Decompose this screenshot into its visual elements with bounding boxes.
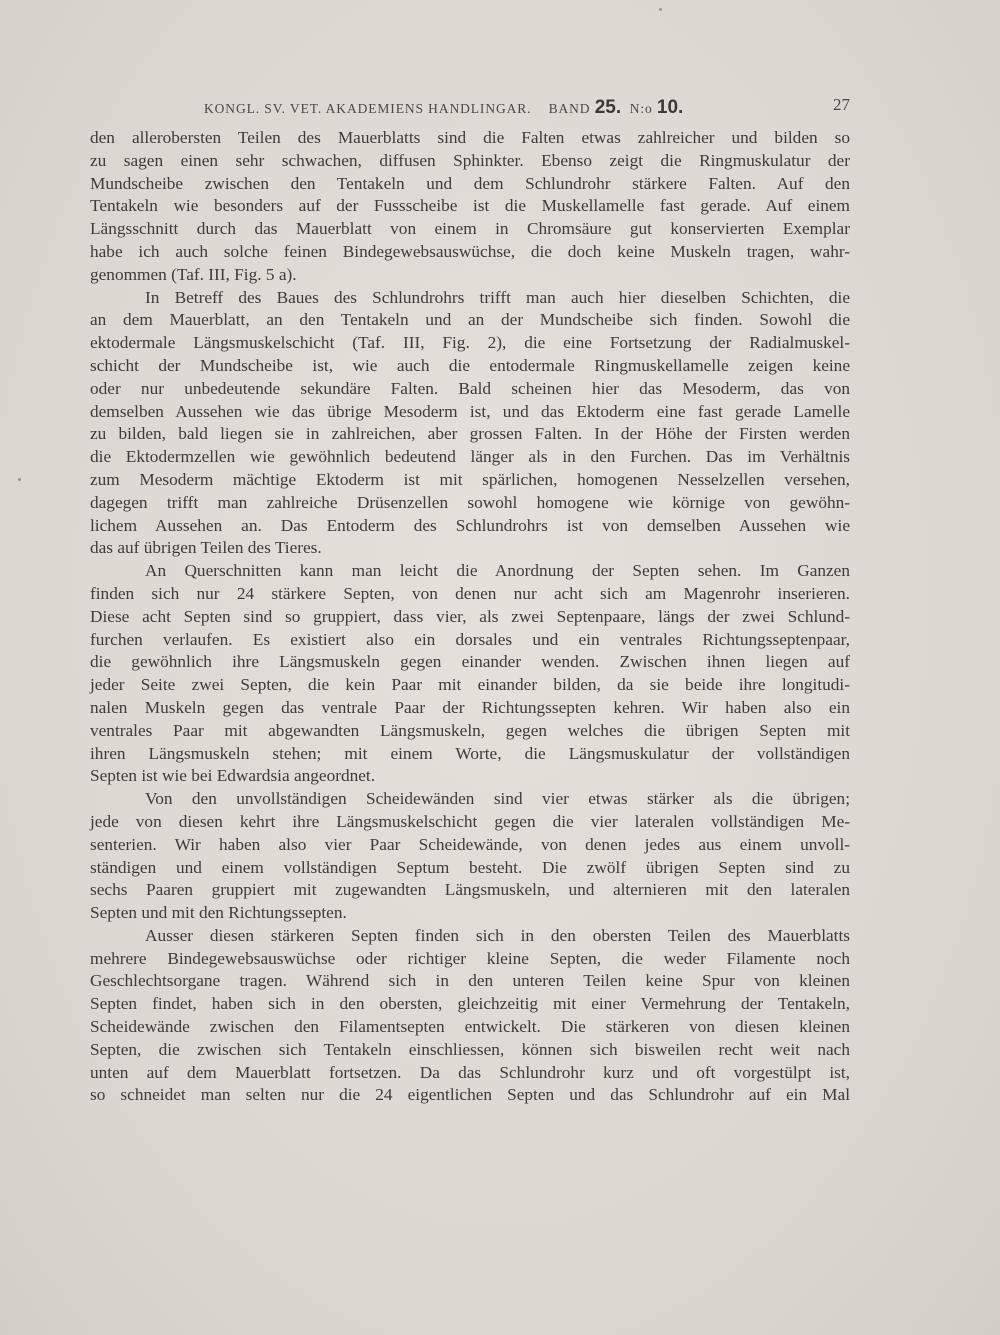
text-line: Tentakeln wie besonders auf der Fussscheibe ist die Muskellamelle fast gerade. Auf einem xyxy=(90,196,850,216)
text-line: ihren Längsmuskeln stehen; mit einem Worte, die Längsmuskulatur der vollständigen xyxy=(90,743,850,763)
text-line: Scheidewände zwischen den Filamentsepten entwickelt. Die stärkeren von diesen kleinen xyxy=(90,1017,850,1037)
text-line: furchen verlaufen. Es existiert also ein dorsales und ein ventrales Richtungsseptenpaar, xyxy=(90,629,850,649)
page-number: 27 xyxy=(833,95,850,114)
text-line: zum Mesoderm mächtige Ektoderm ist mit spärlichen, homogenen Nesselzellen versehen, xyxy=(90,469,850,489)
text-line: mehrere Bindegewebsauswüchse oder richtiger kleine Septen, die weder Filamente noch xyxy=(90,948,850,968)
text-line: Septen ist wie bei Edwardsia angeordnet. xyxy=(90,766,376,786)
text-line: schicht der Mundscheibe ist, wie auch die entodermale Ringmuskellamelle zeigen keine xyxy=(90,355,850,375)
text-line: oder nur unbedeutende sekundäre Falten. Bald scheinen hier das Mesoderm, das von xyxy=(90,378,850,398)
text-line: Septen findet, haben sich in den obersten, gleichzeitig mit einer Vermehrung der Tentakeln, xyxy=(90,994,850,1014)
nummer-label: N:o xyxy=(629,101,653,116)
text-line: zu sagen einen sehr schwachen, diffusen Sphinkter. Ebenso zeigt die Ringmuskulatur der xyxy=(90,150,850,170)
running-header xyxy=(204,97,683,119)
text-line: habe ich auch solche feinen Bindegewebsauswüchse, die doch keine Muskeln tragen, wahr- xyxy=(90,241,850,261)
text-line: ektodermale Längsmuskelschicht (Taf. III, Fig. 2), die eine Fortsetzung der Radialmuskel- xyxy=(90,333,850,353)
band-number: 25. xyxy=(594,97,622,118)
text-line: unten auf dem Mauerblatt fortsetzen. Da das Schlundrohr kurz und oft vorgestülpt ist, xyxy=(90,1062,850,1082)
text-line: Septen, die zwischen sich Tentakeln einschliessen, können sich bisweilen recht weit nach xyxy=(90,1039,850,1059)
text-line: jede von diesen kehrt ihre Längsmuskelschicht gegen die vier lateralen vollständigen Me- xyxy=(90,811,850,831)
text-line: genommen (Taf. III, Fig. 5 a). xyxy=(90,264,297,284)
text-line: Diese acht Septen sind so gruppiert, dass vier, als zwei Septenpaare, längs der zwei Schlund- xyxy=(90,606,850,626)
paper-speck xyxy=(659,8,662,11)
paper-speck xyxy=(18,478,21,481)
text-line: lichem Aussehen an. Das Entoderm des Schlundrohrs ist von demselben Aussehen wie xyxy=(90,515,850,535)
text-line: Septen und mit den Richtungssepten. xyxy=(90,903,347,923)
text-line: An Querschnitten kann man leicht die Anordnung der Septen sehen. Im Ganzen xyxy=(145,561,850,581)
text-line: Längsschnitt durch das Mauerblatt von einem in Chromsäure gut konservierten Exemplar xyxy=(90,219,850,239)
band-label: BAND xyxy=(548,101,591,116)
text-line: sechs Paaren gruppiert mit zugewandten Längsmuskeln, und alternieren mit den lateralen xyxy=(90,880,850,900)
text-line: ventrales Paar mit abgewandten Längsmuskeln, gegen welches die übrigen Septen mit xyxy=(90,720,850,740)
text-line: so schneidet man selten nur die 24 eigentlichen Septen und das Schlundrohr auf ein Mal xyxy=(90,1085,850,1105)
text-line: ständigen und einem vollständigen Septum besteht. Die zwölf übrigen Septen sind zu xyxy=(90,857,850,877)
text-line: Geschlechtsorgane tragen. Während sich in den unteren Teilen keine Spur von kleinen xyxy=(90,971,850,991)
text-line: an dem Mauerblatt, an den Tentakeln und an der Mundscheibe sich finden. Sowohl die xyxy=(90,310,850,330)
body-text xyxy=(90,127,850,1107)
text-line: senterien. Wir haben also vier Paar Scheidewände, von denen jedes aus einem unvoll- xyxy=(90,834,850,854)
text-line: dagegen trifft man zahlreiche Drüsenzellen sowohl homogene wie körnige von gewöhn- xyxy=(90,492,850,512)
running-title: KONGL. SV. VET. AKADEMIENS HANDLINGAR. xyxy=(204,101,532,116)
text-line: demselben Aussehen wie das übrige Mesoderm ist, und das Ektoderm eine fast gerade Lamelle xyxy=(90,401,850,421)
nummer-value: 10. xyxy=(656,97,684,118)
text-line: die gewöhnlich ihre Längsmuskeln gegen einander wenden. Zwischen ihnen liegen auf xyxy=(90,652,850,672)
text-line: In Betreff des Baues des Schlundrohrs trifft man auch hier dieselben Schichten, die xyxy=(145,287,850,307)
text-line: Von den unvollständigen Scheidewänden sind vier etwas stärker als die übrigen; xyxy=(145,789,850,809)
text-line: nalen Muskeln gegen das ventrale Paar der Richtungssepten kehren. Wir haben also ein xyxy=(90,697,850,717)
text-line: jeder Seite zwei Septen, die kein Paar mit einander bilden, da sie beide ihre longitudi- xyxy=(90,675,850,695)
page-header xyxy=(90,93,850,117)
text-line: Ausser diesen stärkeren Septen finden sich in den obersten Teilen des Mauerblatts xyxy=(145,925,850,945)
text-line: zu bilden, bald liegen sie in zahlreichen, aber grossen Falten. In der Höhe der Firsten werden xyxy=(90,424,850,444)
text-line: das auf übrigen Teilen des Tieres. xyxy=(90,538,322,558)
text-line: den allerobersten Teilen des Mauerblatts sind die Falten etwas zahlreicher und bilden so xyxy=(90,128,850,147)
text-line: die Ektodermzellen wie gewöhnlich bedeutend länger als in den Furchen. Das im Verhältnis xyxy=(90,447,850,467)
text-line: Mundscheibe zwischen den Tentakeln und dem Schlundrohr stärkere Falten. Auf den xyxy=(90,173,850,193)
text-line: finden sich nur 24 stärkere Septen, von denen nur acht sich am Magenrohr inserieren. xyxy=(90,583,850,603)
